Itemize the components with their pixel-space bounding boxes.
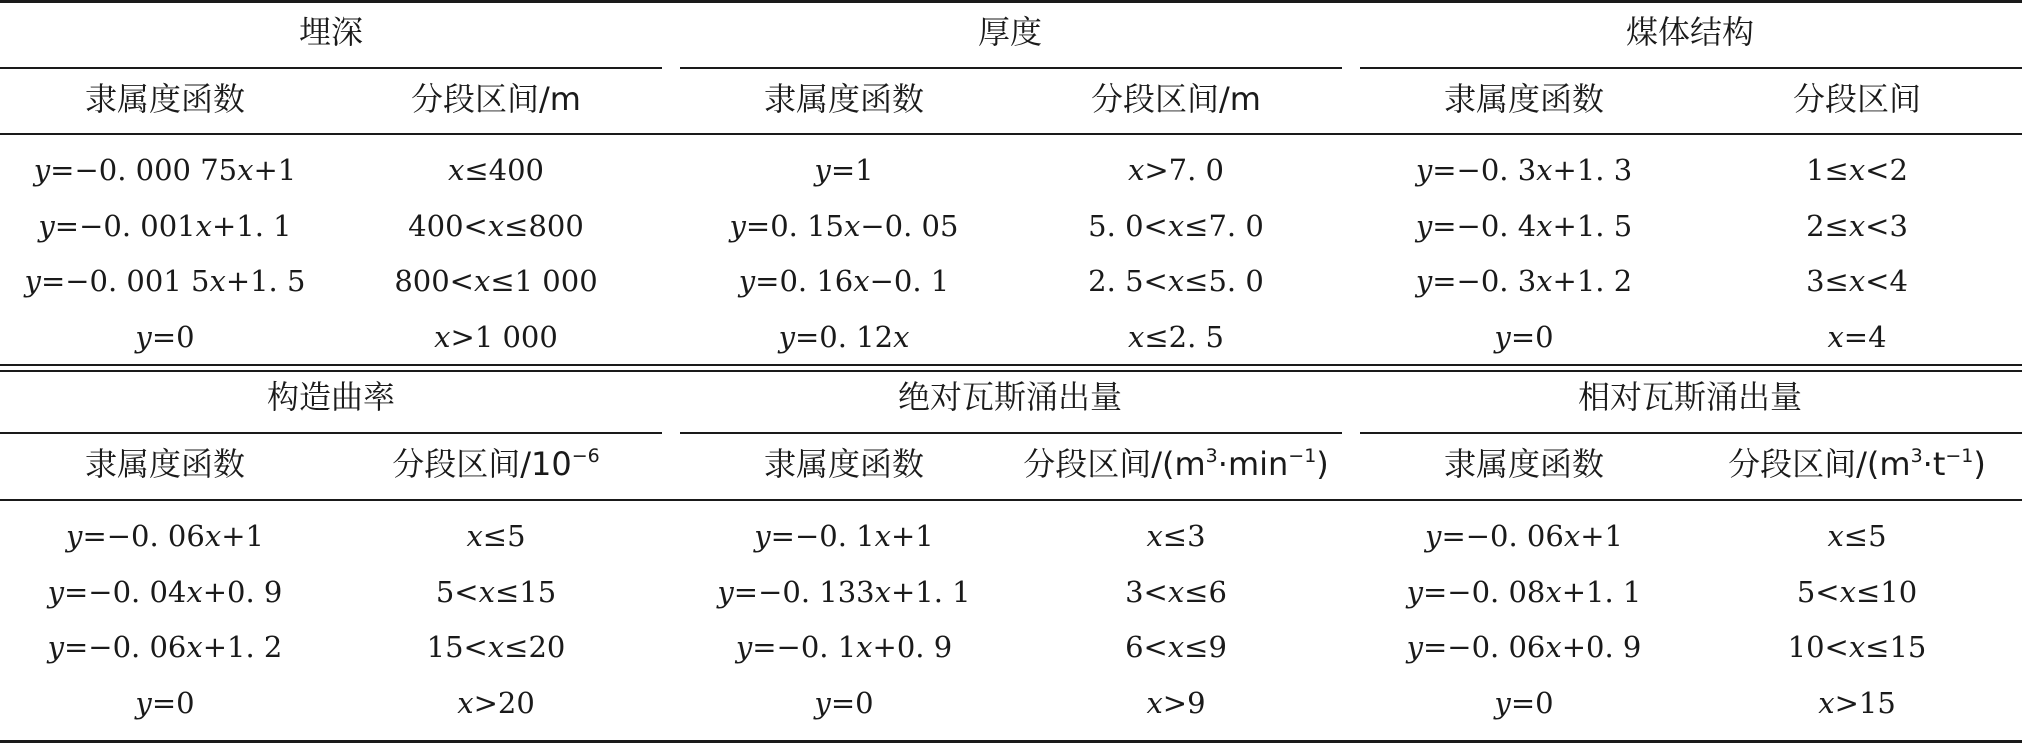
function-cell: y=−0. 4x+1. 5 xyxy=(1415,209,1633,243)
function-cell: y=0 xyxy=(1494,686,1554,720)
function-cell: y=0 xyxy=(135,320,195,354)
column-header-function: 隶属度函数 xyxy=(84,445,246,483)
interval-cell: x>9 xyxy=(1146,686,1206,720)
interval-cell: 800<x≤1 000 xyxy=(394,264,598,298)
header-rule xyxy=(0,499,2022,501)
column-header-interval: 分段区间/m xyxy=(1091,80,1261,118)
interval-cell: 15<x≤20 xyxy=(426,630,566,664)
column-header-function: 隶属度函数 xyxy=(1443,80,1605,118)
function-cell: y=0. 15x−0. 05 xyxy=(729,209,959,243)
function-cell: y=−0. 06x+1 xyxy=(66,519,264,553)
group-title: 绝对瓦斯涌出量 xyxy=(897,378,1123,416)
interval-cell: 2≤x<3 xyxy=(1806,209,1908,243)
function-cell: y=0 xyxy=(814,686,874,720)
interval-cell: 6<x≤9 xyxy=(1125,630,1227,664)
function-cell: y=−0. 001 5x+1. 5 xyxy=(24,264,306,298)
function-cell: y=−0. 06x+1. 2 xyxy=(47,630,283,664)
function-cell: y=−0. 000 75x+1 xyxy=(33,153,297,187)
interval-cell: 2. 5<x≤5. 0 xyxy=(1088,264,1264,298)
function-cell: y=−0. 06x+1 xyxy=(1425,519,1623,553)
interval-cell: 5. 0<x≤7. 0 xyxy=(1088,209,1264,243)
group-underline xyxy=(0,67,662,69)
group-underline xyxy=(680,67,1342,69)
column-header-interval: 分段区间/m xyxy=(411,80,581,118)
interval-cell: x≤3 xyxy=(1146,519,1206,553)
interval-cell: x≤2. 5 xyxy=(1128,320,1224,354)
interval-cell: 1≤x<2 xyxy=(1806,153,1908,187)
function-cell: y=−0. 133x+1. 1 xyxy=(717,575,971,609)
function-cell: y=−0. 1x+0. 9 xyxy=(735,630,953,664)
interval-cell: 3≤x<4 xyxy=(1806,264,1908,298)
function-cell: y=−0. 04x+0. 9 xyxy=(47,575,283,609)
function-cell: y=0 xyxy=(135,686,195,720)
interval-cell: 10<x≤15 xyxy=(1787,630,1927,664)
header-rule xyxy=(0,133,2022,135)
function-cell: y=−0. 3x+1. 3 xyxy=(1415,153,1633,187)
interval-cell: x>7. 0 xyxy=(1128,153,1224,187)
interval-cell: x>1 000 xyxy=(434,320,558,354)
group-underline xyxy=(1360,432,2022,434)
group-title: 构造曲率 xyxy=(266,378,396,416)
interval-cell: x>20 xyxy=(457,686,535,720)
group-title: 煤体结构 xyxy=(1625,13,1755,51)
column-header-interval: 分段区间$/(m^3\cdot\min^{-1})$ xyxy=(1023,445,1329,483)
interval-cell: 5<x≤15 xyxy=(435,575,557,609)
group-title: 厚度 xyxy=(977,13,1043,51)
group-underline xyxy=(680,432,1342,434)
table-top-rule xyxy=(0,0,2022,3)
function-cell: y=−0. 3x+1. 2 xyxy=(1415,264,1633,298)
function-cell: y=0 xyxy=(1494,320,1554,354)
function-cell: y=−0. 08x+1. 1 xyxy=(1406,575,1642,609)
function-cell: y=1 xyxy=(814,153,874,187)
function-cell: y=0. 12x xyxy=(778,320,910,354)
function-cell: y=−0. 001x+1. 1 xyxy=(38,209,292,243)
interval-cell: x=4 xyxy=(1827,320,1887,354)
interval-cell: 5<x≤10 xyxy=(1796,575,1918,609)
group-underline xyxy=(0,432,662,434)
column-header-interval: 分段区间$/10^{-6}$ xyxy=(392,445,600,483)
interval-cell: x≤5 xyxy=(466,519,526,553)
group-title: 埋深 xyxy=(298,13,364,51)
function-cell: y=0. 16x−0. 1 xyxy=(738,264,950,298)
interval-cell: x≤400 xyxy=(447,153,545,187)
section-divider-rule xyxy=(0,364,2022,366)
interval-cell: 3<x≤6 xyxy=(1125,575,1227,609)
interval-cell: x>15 xyxy=(1818,686,1896,720)
column-header-function: 隶属度函数 xyxy=(763,80,925,118)
interval-cell: 400<x≤800 xyxy=(408,209,584,243)
group-underline xyxy=(1360,67,2022,69)
section-divider-rule xyxy=(0,370,2022,372)
column-header-function: 隶属度函数 xyxy=(763,445,925,483)
group-title: 相对瓦斯涌出量 xyxy=(1577,378,1803,416)
function-cell: y=−0. 06x+0. 9 xyxy=(1406,630,1642,664)
column-header-interval: 分段区间$/(m^3\cdot t^{-1})$ xyxy=(1728,445,1986,483)
interval-cell: x≤5 xyxy=(1827,519,1887,553)
column-header-interval: 分段区间 xyxy=(1792,80,1922,118)
function-cell: y=−0. 1x+1 xyxy=(754,519,934,553)
column-header-function: 隶属度函数 xyxy=(84,80,246,118)
table-bottom-rule xyxy=(0,740,2022,743)
column-header-function: 隶属度函数 xyxy=(1443,445,1605,483)
